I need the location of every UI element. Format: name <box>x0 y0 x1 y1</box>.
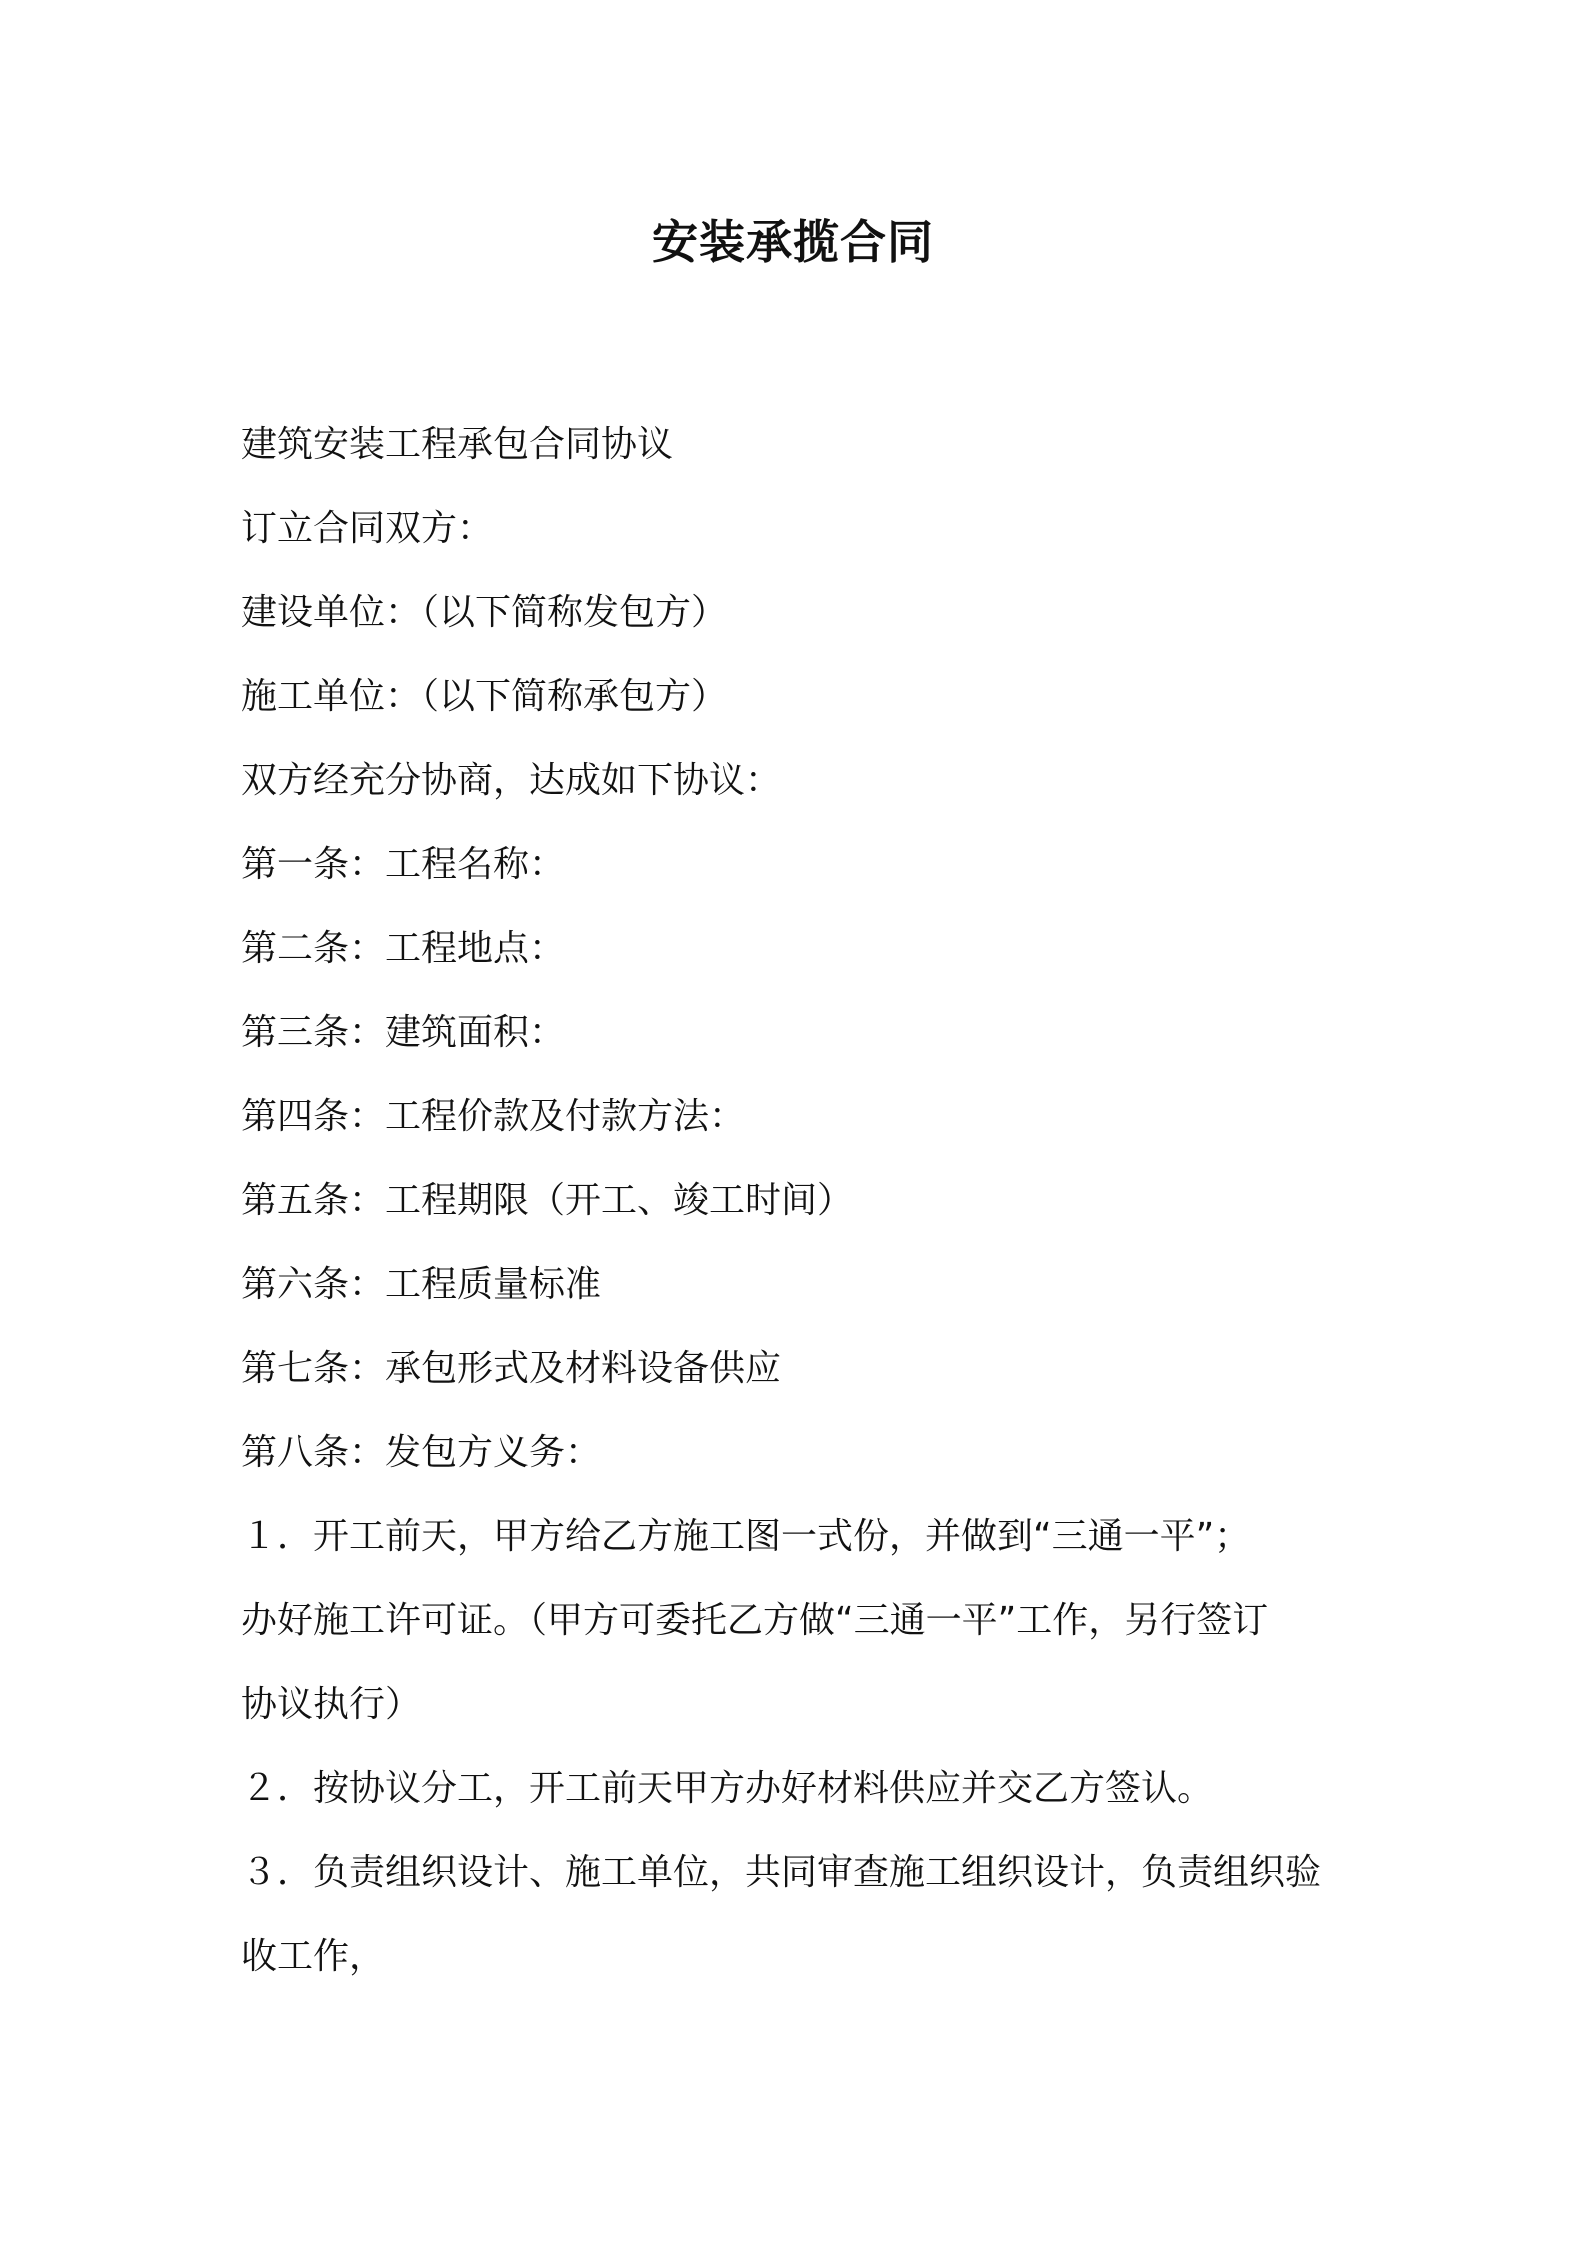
document-body <box>241 403 1361 1999</box>
subtitle-line: 建筑安装工程承包合同协议 <box>241 424 674 465</box>
article-4: 第四条：工程价款及付款方法： <box>241 1096 746 1137</box>
parties-heading: 订立合同双方： <box>241 508 494 549</box>
agreement-intro: 双方经充分协商，达成如下协议： <box>241 760 782 801</box>
clause-1-line-3: 协议执行） <box>241 1684 422 1725</box>
article-3: 第三条：建筑面积： <box>241 1012 566 1053</box>
clause-2: ２．按协议分工，开工前天甲方办好材料供应并交乙方签认。 <box>241 1768 1214 1809</box>
clause-1-line-2: 办好施工许可证。（甲方可委托乙方做“三通一平”工作，另行签订 <box>241 1600 1269 1641</box>
article-2: 第二条：工程地点： <box>241 928 566 969</box>
clause-3-line-1: ３．负责组织设计、施工单位，共同审查施工组织设计，负责组织验 <box>241 1852 1322 1893</box>
article-7: 第七条：承包形式及材料设备供应 <box>241 1348 782 1389</box>
article-1: 第一条：工程名称： <box>241 844 566 885</box>
article-8: 第八条：发包方义务： <box>241 1432 602 1473</box>
clause-1-line-1: １．开工前天，甲方给乙方施工图一式份，并做到“三通一平”； <box>241 1516 1251 1557</box>
article-6: 第六条：工程质量标准 <box>241 1264 602 1305</box>
client-line: 建设单位：（以下简称发包方） <box>241 592 728 633</box>
contractor-line: 施工单位：（以下简称承包方） <box>241 676 728 717</box>
article-5: 第五条：工程期限（开工、竣工时间） <box>241 1180 854 1221</box>
document-title: 安装承揽合同 <box>652 215 934 269</box>
clause-3-line-2: 收工作， <box>241 1936 386 1977</box>
